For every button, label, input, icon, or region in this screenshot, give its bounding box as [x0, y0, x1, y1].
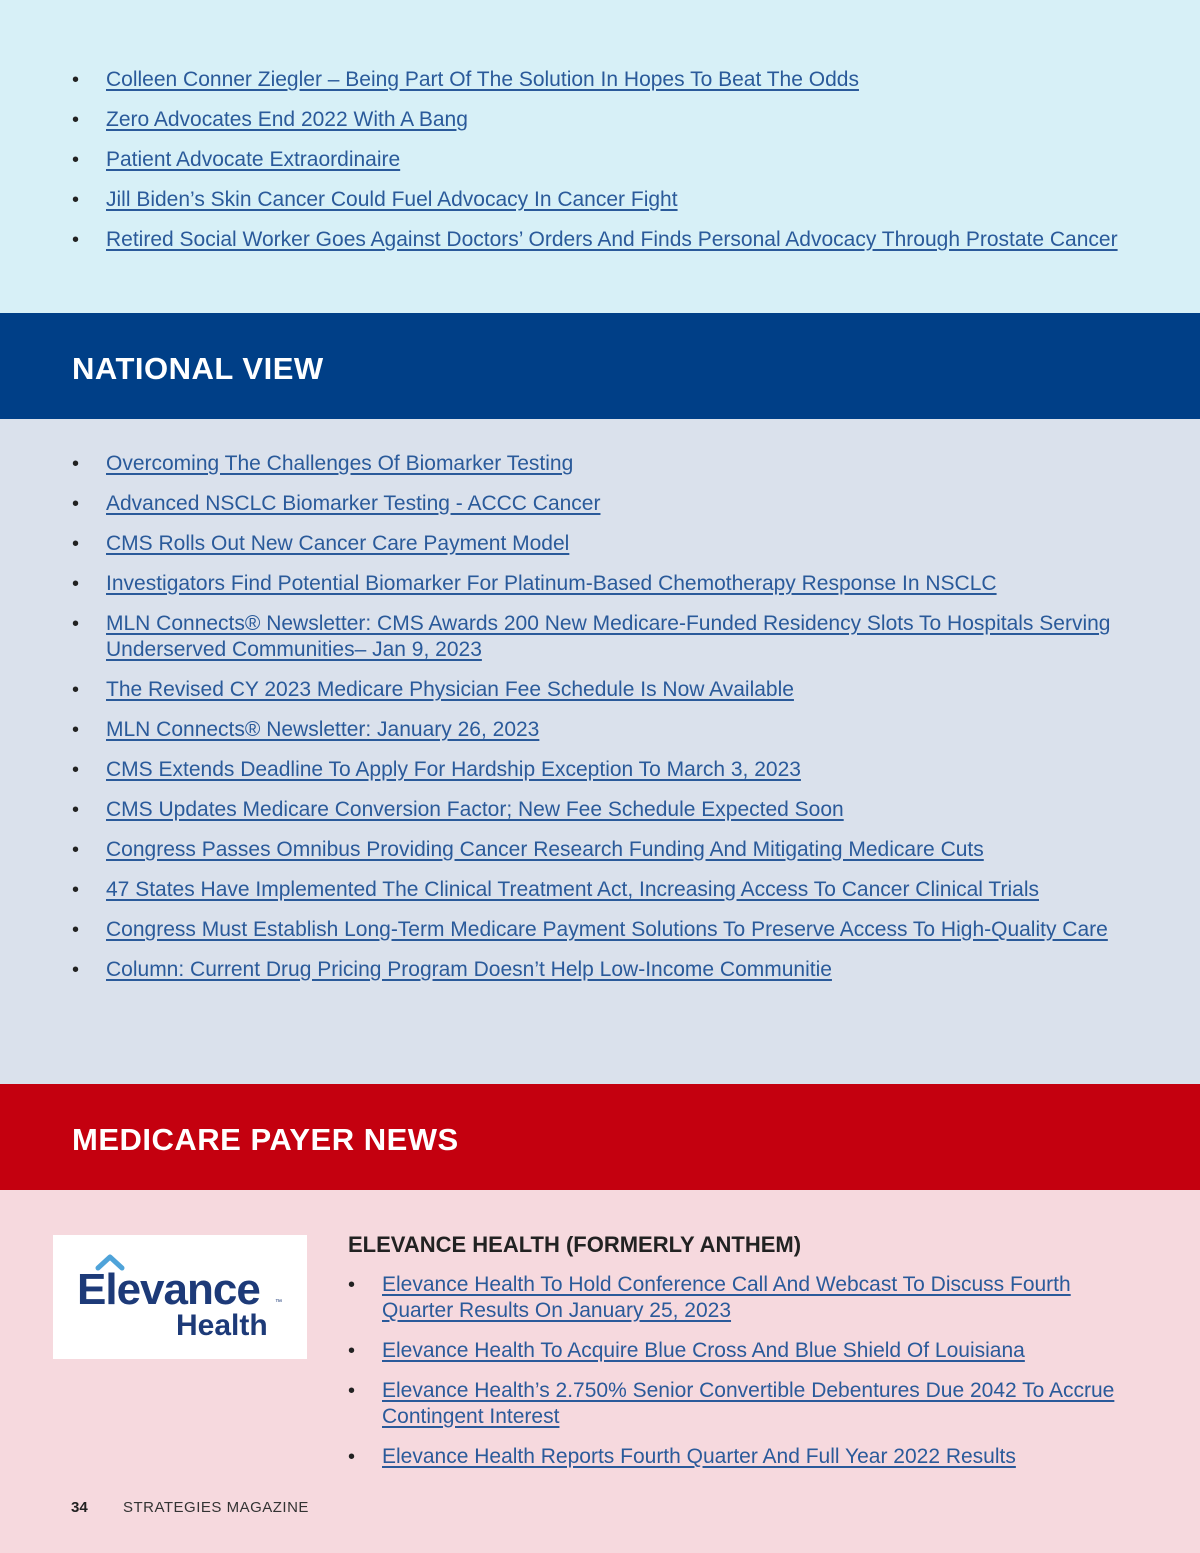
article-link[interactable]: Elevance Health Reports Fourth Quarter And Full Year 2022 Results	[382, 1445, 1016, 1468]
list-item	[72, 107, 1132, 133]
article-link[interactable]: CMS Extends Deadline To Apply For Hardship Exception To March 3, 2023	[106, 758, 801, 781]
list-item	[72, 227, 1132, 253]
list-item	[348, 1272, 1128, 1324]
list-item	[72, 877, 1142, 903]
page-number: 34	[71, 1499, 88, 1516]
list-item	[348, 1378, 1128, 1430]
article-link[interactable]: Investigators Find Potential Biomarker For Platinum-Based Chemotherapy Response In NSCLC	[106, 572, 997, 595]
top-link-list	[72, 67, 1132, 267]
list-item	[72, 611, 1142, 663]
article-link[interactable]: Zero Advocates End 2022 With A Bang	[106, 108, 468, 131]
list-item	[72, 677, 1142, 703]
payer-heading: ELEVANCE HEALTH (FORMERLY ANTHEM)	[348, 1232, 802, 1257]
article-link[interactable]: CMS Updates Medicare Conversion Factor; New Fee Schedule Expected Soon	[106, 798, 844, 821]
list-item	[72, 917, 1142, 943]
article-link[interactable]: Elevance Health To Hold Conference Call And Webcast To Discuss Fourth Quarter Results On January 25, 2023	[382, 1273, 1071, 1322]
article-link[interactable]: MLN Connects® Newsletter: January 26, 2023	[106, 718, 540, 741]
national-view-link-list	[72, 451, 1142, 997]
list-item	[348, 1338, 1128, 1364]
article-link[interactable]: Overcoming The Challenges Of Biomarker Testing	[106, 452, 574, 475]
article-link[interactable]: Elevance Health’s 2.750% Senior Convertible Debentures Due 2042 To Accrue Contingent Interest	[382, 1379, 1115, 1428]
list-item	[72, 837, 1142, 863]
medicare-link-list	[348, 1272, 1128, 1484]
elevance-health-logo	[53, 1235, 307, 1359]
logo-trademark: ™	[275, 1299, 282, 1306]
article-link[interactable]: MLN Connects® Newsletter: CMS Awards 200 New Medicare-Funded Residency Slots To Hospitals Serving Underserved Communities– Jan 9, 2023	[106, 612, 1111, 661]
article-link[interactable]: CMS Rolls Out New Cancer Care Payment Model	[106, 532, 570, 555]
list-item	[72, 797, 1142, 823]
list-item	[72, 957, 1142, 983]
medicare-payer-news-banner	[0, 1084, 1200, 1190]
article-link[interactable]: The Revised CY 2023 Medicare Physician Fee Schedule Is Now Available	[106, 678, 794, 701]
list-item	[72, 451, 1142, 477]
article-link[interactable]: Congress Must Establish Long-Term Medicare Payment Solutions To Preserve Access To High-Quality Care	[106, 918, 1108, 941]
list-item	[72, 67, 1132, 93]
magazine-name: STRATEGIES MAGAZINE	[123, 1499, 309, 1516]
article-link[interactable]: Column: Current Drug Pricing Program Doesn’t Help Low-Income Communitie	[106, 958, 832, 981]
list-item	[72, 147, 1132, 173]
logo-subtext: Health	[176, 1309, 268, 1342]
section-title: MEDICARE PAYER NEWS	[72, 1122, 459, 1157]
national-view-banner	[0, 313, 1200, 419]
article-link[interactable]: Patient Advocate Extraordinaire	[106, 148, 401, 171]
section-title: NATIONAL VIEW	[72, 351, 324, 386]
article-link[interactable]: Retired Social Worker Goes Against Doctors’ Orders And Finds Personal Advocacy Through Prostate Cancer	[106, 228, 1118, 251]
list-item	[72, 757, 1142, 783]
list-item	[348, 1444, 1128, 1470]
logo-wordmark: Elevance	[77, 1265, 260, 1314]
list-item	[72, 717, 1142, 743]
list-item	[72, 187, 1132, 213]
article-link[interactable]: Colleen Conner Ziegler – Being Part Of The Solution In Hopes To Beat The Odds	[106, 68, 859, 91]
list-item	[72, 491, 1142, 517]
article-link[interactable]: 47 States Have Implemented The Clinical Treatment Act, Increasing Access To Cancer Clinical Trials	[106, 878, 1039, 901]
article-link[interactable]: Advanced NSCLC Biomarker Testing - ACCC Cancer	[106, 492, 601, 515]
article-link[interactable]: Congress Passes Omnibus Providing Cancer Research Funding And Mitigating Medicare Cuts	[106, 838, 984, 861]
article-link[interactable]: Jill Biden’s Skin Cancer Could Fuel Advocacy In Cancer Fight	[106, 188, 678, 211]
list-item	[72, 531, 1142, 557]
list-item	[72, 571, 1142, 597]
article-link[interactable]: Elevance Health To Acquire Blue Cross And Blue Shield Of Louisiana	[382, 1339, 1025, 1362]
